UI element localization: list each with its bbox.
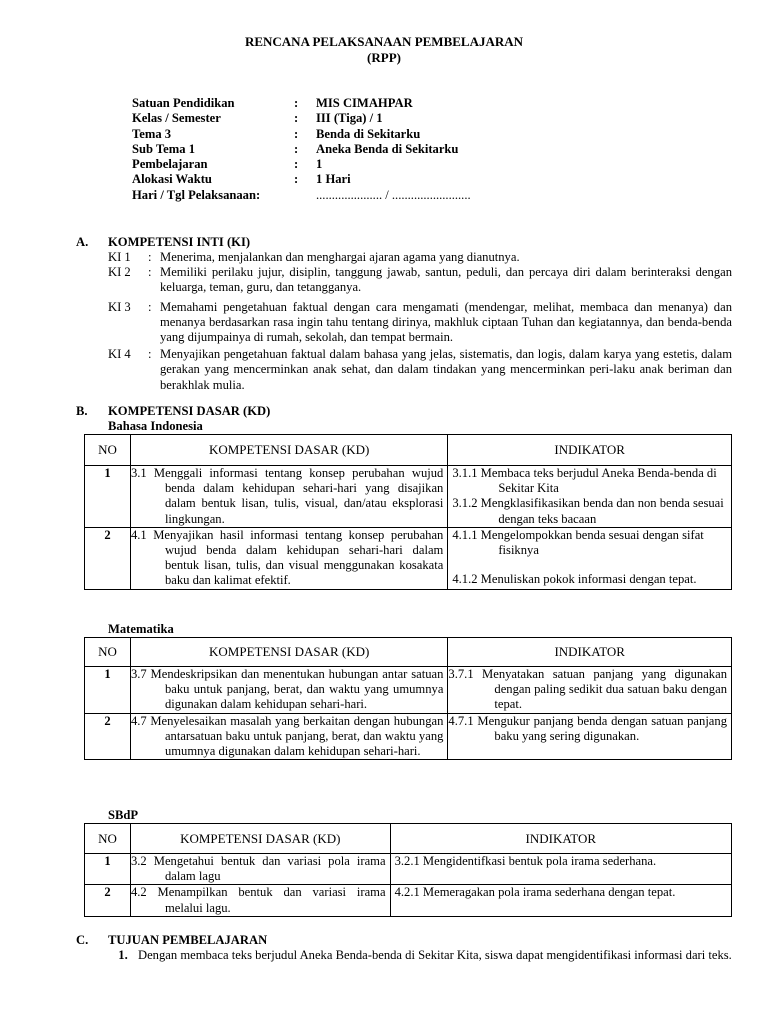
header-no: NO: [85, 638, 131, 667]
header-indikator: INDIKATOR: [390, 824, 731, 854]
header-no: NO: [85, 435, 131, 466]
table-row: [85, 466, 732, 528]
header-kd: KOMPETENSI DASAR (KD): [130, 638, 447, 667]
table-row: [85, 667, 732, 714]
row-indikator: 3.2.1 Mengidentifkasi bentuk pola irama sederhana.: [390, 854, 731, 885]
table-row: [85, 854, 732, 885]
kd-table-matematika: [84, 637, 732, 760]
kd-table-bahasa-indonesia: [84, 434, 732, 590]
document-subtitle: (RPP): [367, 50, 401, 65]
row-kd: 3.7 Mendeskripsikan dan menentukan hubungan antar satuan baku untuk panjang, berat, dan waktu yang umumnya digunakan dalam kehidupan sehari-hari.: [130, 667, 447, 714]
table-row: [85, 885, 732, 916]
table-header-row: [85, 435, 732, 466]
row-kd: 4.2 Menampilkan bentuk dan variasi irama melalui lagu.: [130, 885, 390, 916]
row-kd: 3.2 Mengetahui bentuk dan variasi pola irama dalam lagu: [130, 854, 390, 885]
row-no: 2: [85, 527, 131, 589]
table-row: [85, 713, 732, 760]
ki-list: [108, 250, 732, 393]
header-indikator: INDIKATOR: [448, 638, 732, 667]
ki-item: KI 2 : Memiliki perilaku jujur, disiplin, tanggung jawab, santun, peduli, dan percaya diri dalam berinteraksi dengan keluarga, teman, guru, dan tetangganya.: [108, 265, 732, 295]
section-b-title: KOMPETENSI DASAR (KD): [108, 404, 271, 418]
section-a-title: KOMPETENSI INTI (KI): [108, 235, 251, 249]
row-kd: 4.7 Menyelesaikan masalah yang berkaitan dengan hubungan antarsatuan baku untuk panjang, berat, dan waktu yang umumnya digunakan dalam kehidupan sehari-hari.: [130, 713, 447, 760]
identity-row: Pembelajaran : 1: [132, 157, 323, 172]
identity-row: Satuan Pendidikan : MIS CIMAHPAR: [132, 96, 413, 110]
header-kd: KOMPETENSI DASAR (KD): [130, 435, 447, 466]
table-row: [85, 527, 732, 589]
row-indikator: 3.7.1 Menyatakan satuan panjang yang digunakan dengan paling sedikit dua satuan baku dengan tepat.: [448, 667, 732, 714]
section-c-title: TUJUAN PEMBELAJARAN: [108, 933, 268, 947]
row-indikator: 4.2.1 Memeragakan pola irama sederhana dengan tepat.: [390, 885, 731, 916]
row-kd: 4.1 Menyajikan hasil informasi tentang konsep perubahan wujud benda dalam kehidupan sehari-hari dalam bentuk lisan, tulis, dan visual menggunakan kosakata baku dan kalimat efektif.: [130, 527, 447, 589]
header-indikator: INDIKATOR: [448, 435, 732, 466]
header-kd: KOMPETENSI DASAR (KD): [130, 824, 390, 854]
row-no: 2: [85, 713, 131, 760]
document-title: RENCANA PELAKSANAAN PEMBELAJARAN: [244, 34, 524, 49]
row-indikator: 4.1.1 Mengelompokkan benda sesuai dengan sifat fisiknya 4.1.2 Menuliskan pokok informasi dengan tepat.: [448, 527, 732, 589]
row-no: 2: [85, 885, 131, 916]
row-indikator: 3.1.1 Membaca teks berjudul Aneka Benda-benda di Sekitar Kita 3.1.2 Mengklasifikasikan benda dan non benda sesuai dengan teks bacaan: [448, 466, 732, 528]
table-header-row: [85, 824, 732, 854]
ki-item: KI 4 : Menyajikan pengetahuan faktual dalam bahasa yang jelas, sistematis, dan logis, dalam karya yang estetis, dalam gerakan yang mencerminkan anak sehat, dan dalam tindakan yang mencerminkan peri-laku anak beriman dan berakhlak mulia.: [108, 347, 732, 392]
section-b-letter: B.: [76, 404, 88, 418]
identity-row: Hari / Tgl Pelaksanaan: ..................... / .........................: [132, 187, 471, 202]
section-a-letter: A.: [76, 235, 89, 249]
header-no: NO: [85, 824, 131, 854]
row-no: 1: [85, 466, 131, 528]
row-no: 1: [85, 854, 131, 885]
ki-item: KI 1 : Menerima, menjalankan dan menghargai ajaran agama yang dianutnya.: [108, 250, 520, 264]
identity-row: Tema 3 : Benda di Sekitarku: [132, 126, 421, 141]
identity-row: Kelas / Semester : III (Tiga) / 1: [132, 111, 383, 126]
tujuan-item: 1. Dengan membaca teks berjudul Aneka Benda-benda di Sekitar Kita, siswa dapat mengidentifikasi informasi dari teks.: [118, 948, 732, 962]
table-header-row: [85, 638, 732, 667]
row-indikator: 4.7.1 Mengukur panjang benda dengan satuan panjang baku yang sering digunakan.: [448, 713, 732, 760]
subject-matematika: Matematika: [108, 622, 174, 636]
section-c-letter: C.: [76, 933, 89, 947]
ki-item: KI 3 : Memahami pengetahuan faktual dengan cara mengamati (mendengar, melihat, membaca dan menanya) dan menanya berdasarkan rasa ingin tahu tentang dirinya, makhluk ciptaan Tuhan dan kegiatannya, dan benda-benda yang dijumpainya di rumah, sekolah, dan tempat bermain.: [108, 299, 732, 345]
kd-table-sbdp: [84, 823, 732, 917]
subject-sbdp: SBdP: [108, 808, 139, 822]
identity-row: Alokasi Waktu : 1 Hari: [132, 172, 351, 187]
row-no: 1: [85, 667, 131, 714]
row-kd: 3.1 Menggali informasi tentang konsep perubahan wujud benda dalam kehidupan sehari-hari yang disajikan dalam bentuk lisan, tulis, visual, dan/atau eksplorasi lingkungan.: [130, 466, 447, 528]
subject-bahasa-indonesia: Bahasa Indonesia: [108, 419, 203, 433]
identity-row: Sub Tema 1 : Aneka Benda di Sekitarku: [132, 141, 459, 156]
identity-block: [132, 96, 471, 203]
